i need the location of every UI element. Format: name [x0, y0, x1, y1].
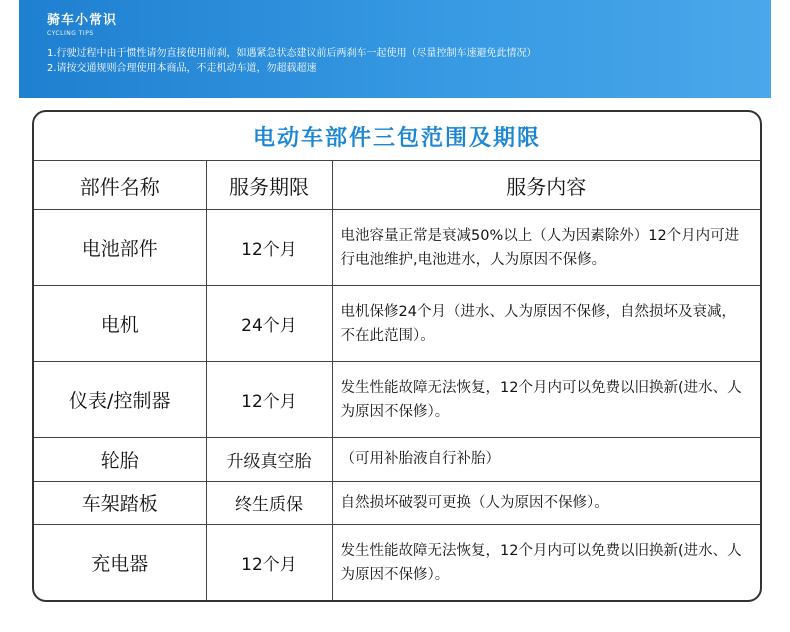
table-row — [34, 481, 760, 524]
banner-subtitle: CYCLING TIPS — [47, 30, 94, 37]
service-content: 发生性能故障无法恢复，12个月内可以免费以旧换新(进水、人为原因不保修）。 — [332, 525, 760, 600]
part-name: 充电器 — [34, 525, 206, 600]
service-period: 升级真空胎 — [206, 438, 332, 481]
service-content: 电机保修24个月（进水、人为原因不保修，自然损坏及衰减，不在此范围）。 — [332, 286, 760, 362]
table-header-row — [34, 161, 760, 210]
service-period: 12个月 — [206, 210, 332, 286]
banner-title: 骑车小常识 — [47, 13, 118, 28]
tip-line: 2.请按交通规则合理使用本商品，不走机动车道，勿超载超速 — [47, 63, 317, 74]
part-name: 轮胎 — [34, 438, 206, 481]
service-content: 自然损坏破裂可更换（人为原因不保修）。 — [332, 481, 760, 524]
header-part-name: 部件名称 — [34, 161, 206, 210]
table-row — [34, 210, 760, 286]
table-title-row — [34, 112, 760, 161]
service-period: 终生质保 — [206, 481, 332, 524]
header-service-period: 服务期限 — [206, 161, 332, 210]
table-row — [34, 525, 760, 600]
service-period: 12个月 — [206, 525, 332, 600]
tip-line: 1.行驶过程中由于惯性请勿直接使用前刹，如遇紧急状态建议前后两刹车一起使用（尽量控制车速避免此情况） — [47, 48, 537, 59]
warranty-card — [32, 110, 762, 602]
service-period: 24个月 — [206, 286, 332, 362]
service-content: 发生性能故障无法恢复，12个月内可以免费以旧换新(进水、人为原因不保修）。 — [332, 362, 760, 438]
part-name: 电机 — [34, 286, 206, 362]
part-name: 仪表/控制器 — [34, 362, 206, 438]
part-name: 车架踏板 — [34, 481, 206, 524]
cycling-tips-banner — [19, 0, 771, 98]
table-row — [34, 438, 760, 481]
warranty-table — [34, 112, 760, 600]
table-row — [34, 286, 760, 362]
banner-tips — [47, 47, 771, 76]
service-period: 12个月 — [206, 362, 332, 438]
part-name: 电池部件 — [34, 210, 206, 286]
table-row — [34, 362, 760, 438]
service-content: （可用补胎液自行补胎） — [332, 438, 760, 481]
service-content: 电池容量正常是衰减50%以上（人为因素除外）12个月内可进行电池维护,电池进水，人为原因不保修。 — [332, 210, 760, 286]
table-title: 电动车部件三包范围及期限 — [34, 112, 760, 161]
header-service-content: 服务内容 — [332, 161, 760, 210]
